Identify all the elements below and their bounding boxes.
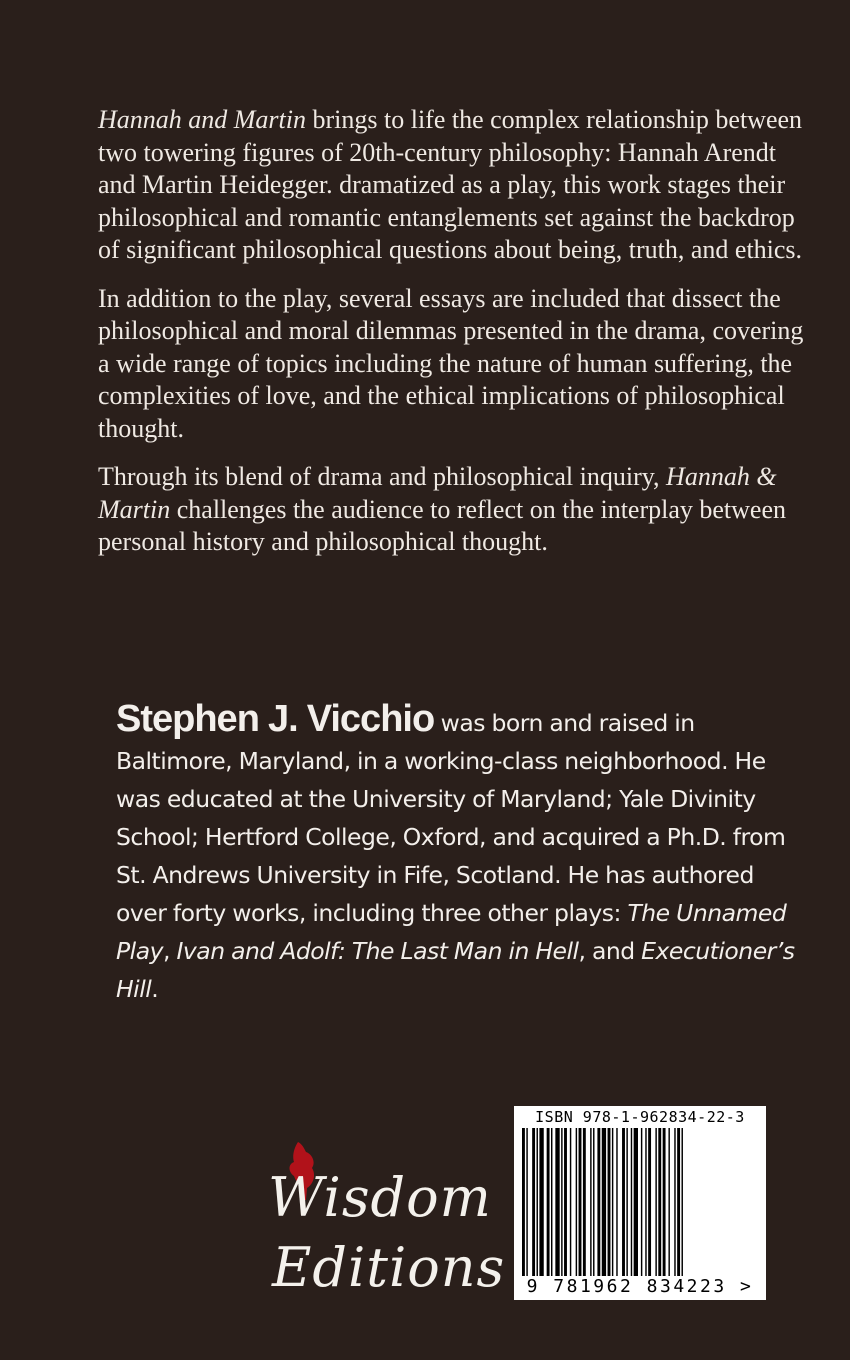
barcode-bar — [583, 1128, 586, 1276]
barcode-bar — [579, 1128, 582, 1276]
author-bio: Stephen J. Vicchio was born and raised in Baltimore, Maryland, in a working-class neighborhood. He was educated at the University of Maryland; Yale Divinity School; Hertford College, Oxford, and acquired a Ph.D. from St. Andrews University in Fife, Scotland. He has authored over forty works, including three other plays: The Unnamed Play, Ivan and Adolf: The Last Man in Hell, and Executioner’s Hill. — [116, 698, 795, 1003]
barcode-bar — [616, 1128, 617, 1276]
description-paragraph-1: Hannah and Martin brings to life the complex relationship between two towering figures of 20th-century philosophy: Hannah Arendt and Martin Heidegger. dramatized as a play, this work stages their philosophical and romantic entanglements set against the backdrop of significant philosophical questions about being, truth, and ethics. — [98, 105, 803, 264]
barcode-bar — [645, 1128, 646, 1276]
barcode-bar — [539, 1128, 543, 1276]
barcode-bar — [590, 1128, 591, 1276]
barcode-digits: 9 781962 834223 > — [526, 1276, 754, 1297]
barcode-bar — [532, 1128, 535, 1276]
barcode-bar — [663, 1128, 666, 1276]
barcode-bar — [682, 1128, 683, 1276]
barcode-bar — [570, 1128, 571, 1276]
publisher-logo — [262, 1138, 506, 1318]
barcode-bar — [526, 1128, 527, 1276]
publisher-name-line-2: Editions — [272, 1236, 506, 1299]
barcode-bar — [655, 1128, 656, 1276]
barcode-bar — [612, 1128, 613, 1276]
barcode-bar — [564, 1128, 567, 1276]
isbn-barcode — [514, 1106, 766, 1300]
publisher-name-line-1: Wisdom — [268, 1166, 492, 1229]
barcode-bar — [634, 1128, 638, 1276]
barcode-bar — [576, 1128, 577, 1276]
description-paragraph-2: In addition to the play, several essays are included that dissect the philosophical and moral dilemmas presented in the drama, covering a wide range of topics including the nature of human suffering, the complexities of love, and the ethical implications of philosophical thought. — [98, 283, 804, 443]
barcode-bar — [622, 1128, 625, 1276]
barcode-bar — [668, 1128, 669, 1276]
barcode-bar — [608, 1128, 611, 1276]
barcode-bar — [626, 1128, 627, 1276]
barcode-bar — [555, 1128, 559, 1276]
barcode-bar — [674, 1128, 675, 1276]
barcode-bar — [602, 1128, 606, 1276]
barcode-bar — [593, 1128, 594, 1276]
barcode-bar — [561, 1128, 562, 1276]
isbn-label: ISBN 978-1-962834-22-3 — [535, 1108, 745, 1126]
play-title: Ivan and Adolf: The Last Man in Hell — [176, 937, 579, 965]
barcode-bar — [551, 1128, 552, 1276]
barcode-bar — [648, 1128, 651, 1276]
barcode-bar — [537, 1128, 538, 1276]
play-title: Executioner’s Hill — [116, 937, 795, 1003]
play-title: The Unnamed Play — [116, 899, 787, 965]
barcode-bars-icon — [522, 1128, 758, 1276]
barcode-bar — [641, 1128, 642, 1276]
barcode-bar — [597, 1128, 600, 1276]
barcode-bar — [631, 1128, 632, 1276]
author-name: Stephen J. Vicchio — [116, 698, 435, 740]
book-title-italic: Hannah & Martin — [98, 462, 777, 524]
back-cover-description — [98, 104, 810, 575]
barcode-bar — [547, 1128, 550, 1276]
description-paragraph-3: Through its blend of drama and philosophical inquiry, Hannah & Martin challenges the audience to reflect on the interplay between personal history and philosophical thought. — [98, 462, 787, 556]
barcode-bar — [658, 1128, 661, 1276]
book-title-italic: Hannah and Martin — [98, 105, 306, 134]
barcode-bar — [677, 1128, 680, 1276]
barcode-bar — [522, 1128, 525, 1276]
